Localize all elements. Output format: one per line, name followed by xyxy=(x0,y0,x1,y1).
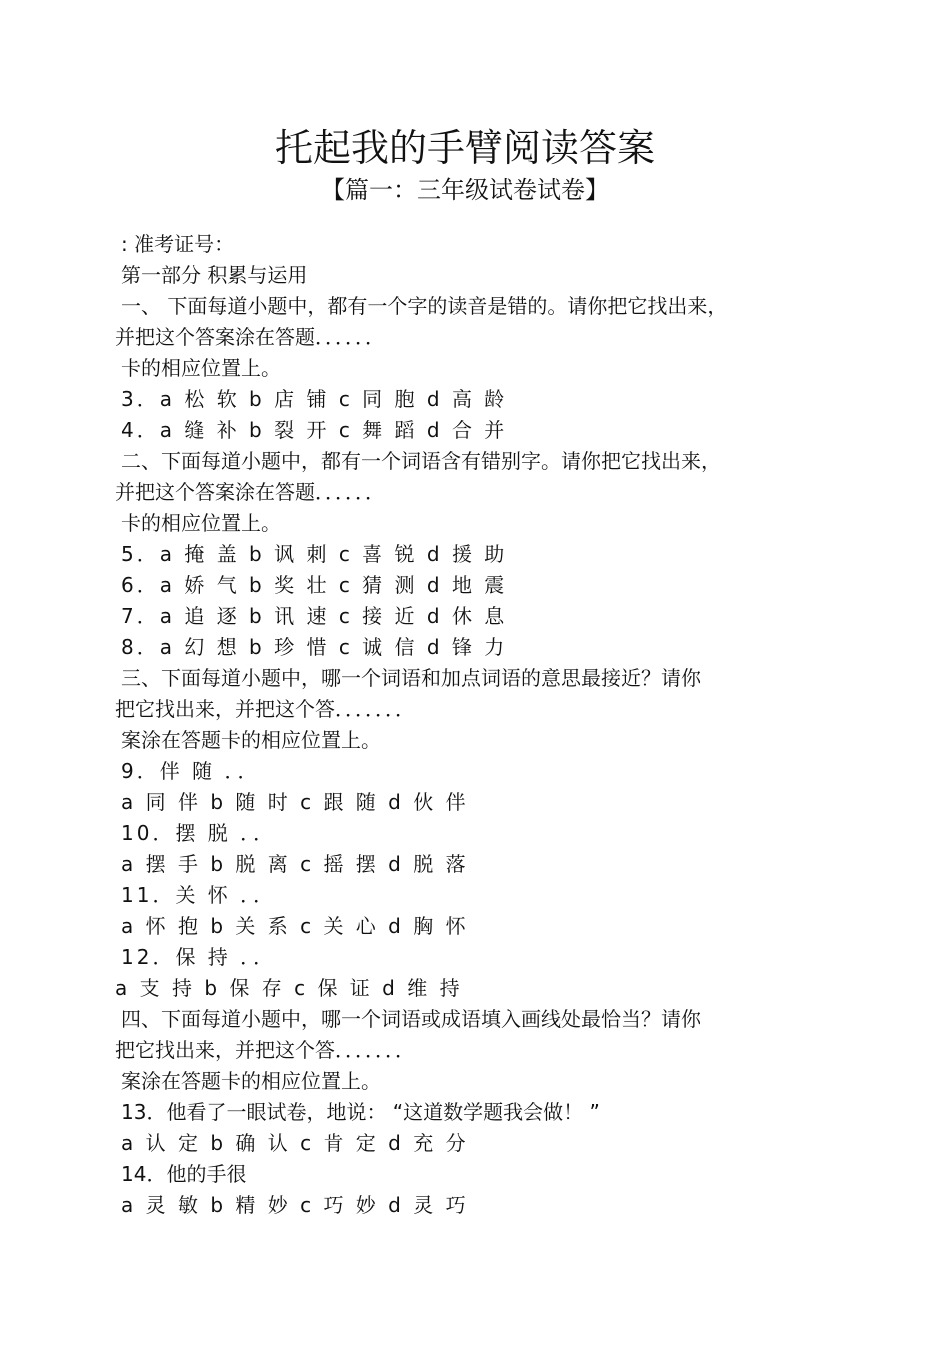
question-instruction: 三、下面每道小题中，哪一个词语和加点词语的意思最接近？请你 xyxy=(121,666,701,690)
exam-id-line: : 准考证号： xyxy=(121,232,235,256)
question-item: 12．保 持 ．． xyxy=(121,945,277,969)
question-item: 5．a 掩 盖 b 讽 刺 c 喜 锐 d 援 助 xyxy=(121,542,508,566)
question-instruction: 卡的相应位置上。 xyxy=(121,511,281,535)
question-instruction: 卡的相应位置上。 xyxy=(121,356,281,380)
question-instruction: 案涂在答题卡的相应位置上。 xyxy=(121,728,381,752)
question-item: 9．伴 随 ．． xyxy=(121,759,261,783)
question-item: 14．他的手很 xyxy=(121,1162,247,1186)
answer-options: a 怀 抱 b 关 系 c 关 心 d 胸 怀 xyxy=(121,914,469,938)
question-instruction: 把它找出来，并把这个答．．．．．．． xyxy=(115,697,415,721)
document-subtitle: 【篇一：三年级试卷试卷】 xyxy=(321,176,609,204)
answer-options: a 支 持 b 保 存 c 保 证 d 维 持 xyxy=(115,976,463,1000)
question-instruction: 四、下面每道小题中，哪一个词语或成语填入画线处最恰当？请你 xyxy=(121,1007,701,1031)
answer-options: a 认 定 b 确 认 c 肯 定 d 充 分 xyxy=(121,1131,469,1155)
answer-options: a 同 伴 b 随 时 c 跟 随 d 伙 伴 xyxy=(121,790,469,814)
question-item: 7．a 追 逐 b 讯 速 c 接 近 d 休 息 xyxy=(121,604,508,628)
answer-options: a 摆 手 b 脱 离 c 摇 摆 d 脱 落 xyxy=(121,852,469,876)
question-item: 10．摆 脱 ．． xyxy=(121,821,277,845)
section-heading: 第一部分 积累与运用 xyxy=(121,263,308,287)
question-instruction: 案涂在答题卡的相应位置上。 xyxy=(121,1069,381,1093)
question-item: 8．a 幻 想 b 珍 惜 c 诚 信 d 锋 力 xyxy=(121,635,508,659)
question-instruction: 把它找出来，并把这个答．．．．．．． xyxy=(115,1038,415,1062)
question-item: 3．a 松 软 b 店 铺 c 同 胞 d 高 龄 xyxy=(121,387,508,411)
question-item: 11．关 怀 ．． xyxy=(121,883,277,907)
question-item: 6．a 娇 气 b 奖 壮 c 猜 测 d 地 震 xyxy=(121,573,508,597)
question-item: 13．他看了一眼试卷，地说： “这道数学题我会做！ ” xyxy=(121,1100,600,1124)
question-instruction: 一、 下面每道小题中，都有一个字的读音是错的。请你把它找出来， xyxy=(121,294,728,318)
question-instruction: 并把这个答案涂在答题．．．．．． xyxy=(115,325,385,349)
document-title: 托起我的手臂阅读答案 xyxy=(274,126,655,170)
question-instruction: 二、下面每道小题中，都有一个词语含有错别字。请你把它找出来， xyxy=(121,449,721,473)
question-item: 4．a 缝 补 b 裂 开 c 舞 蹈 d 合 并 xyxy=(121,418,508,442)
answer-options: a 灵 敏 b 精 妙 c 巧 妙 d 灵 巧 xyxy=(121,1193,469,1217)
document-body xyxy=(0,229,950,1221)
question-instruction: 并把这个答案涂在答题．．．．．． xyxy=(115,480,385,504)
